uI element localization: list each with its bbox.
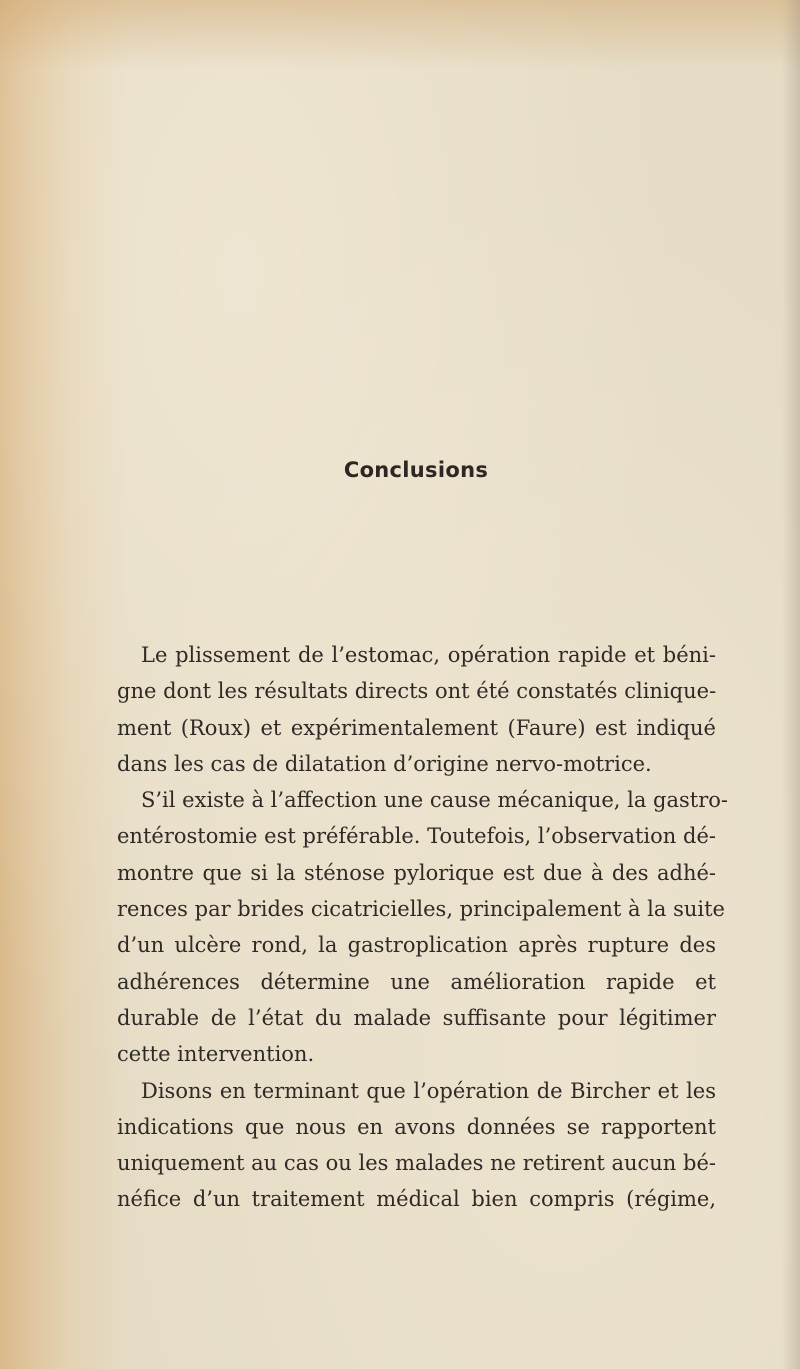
text-line: uniquement au cas ou les malades ne retirent aucun bé- — [117, 1151, 716, 1176]
text-line: d’un ulcère rond, la gastroplication après rupture des — [117, 933, 716, 958]
text-line: Le plissement de l’estomac, opération rapide et béni- — [141, 643, 716, 667]
text-line: dans les cas de dilatation d’origine nervo-motrice. — [117, 751, 652, 776]
body-text — [117, 637, 729, 1218]
text-line: adhérences détermine une amélioration rapide et — [117, 969, 716, 994]
text-line: S’il existe à l’affection une cause mécanique, la gastro- — [141, 788, 729, 813]
text-line: gne dont les résultats directs ont été constatés clinique- — [117, 679, 717, 704]
text-line: durable de l’état du malade suffisante pour légitimer — [117, 1005, 716, 1030]
text-line: ment (Roux) et expérimentalement (Faure) est indiqué — [117, 715, 716, 740]
paragraph-2 — [117, 782, 729, 1072]
text-line: indications que nous en avons données se rapportent — [117, 1114, 716, 1139]
text-line: rences par brides cicatricielles, principalement à la suite — [117, 897, 725, 922]
text-line: néfice d’un traitement médical bien compris (régime, — [117, 1187, 716, 1212]
paragraph-1 — [117, 637, 716, 782]
text-line: montre que si la sténose pylorique est due à des adhé- — [117, 860, 716, 885]
text-line: entérostomie est préférable. Toutefois, l’observation dé- — [117, 824, 716, 849]
text-line: Disons en terminant que l’opération de Bircher et les — [141, 1078, 716, 1103]
paragraph-3 — [117, 1073, 716, 1218]
section-heading: Conclusions — [343, 458, 489, 482]
text-line: cette intervention. — [117, 1042, 315, 1067]
